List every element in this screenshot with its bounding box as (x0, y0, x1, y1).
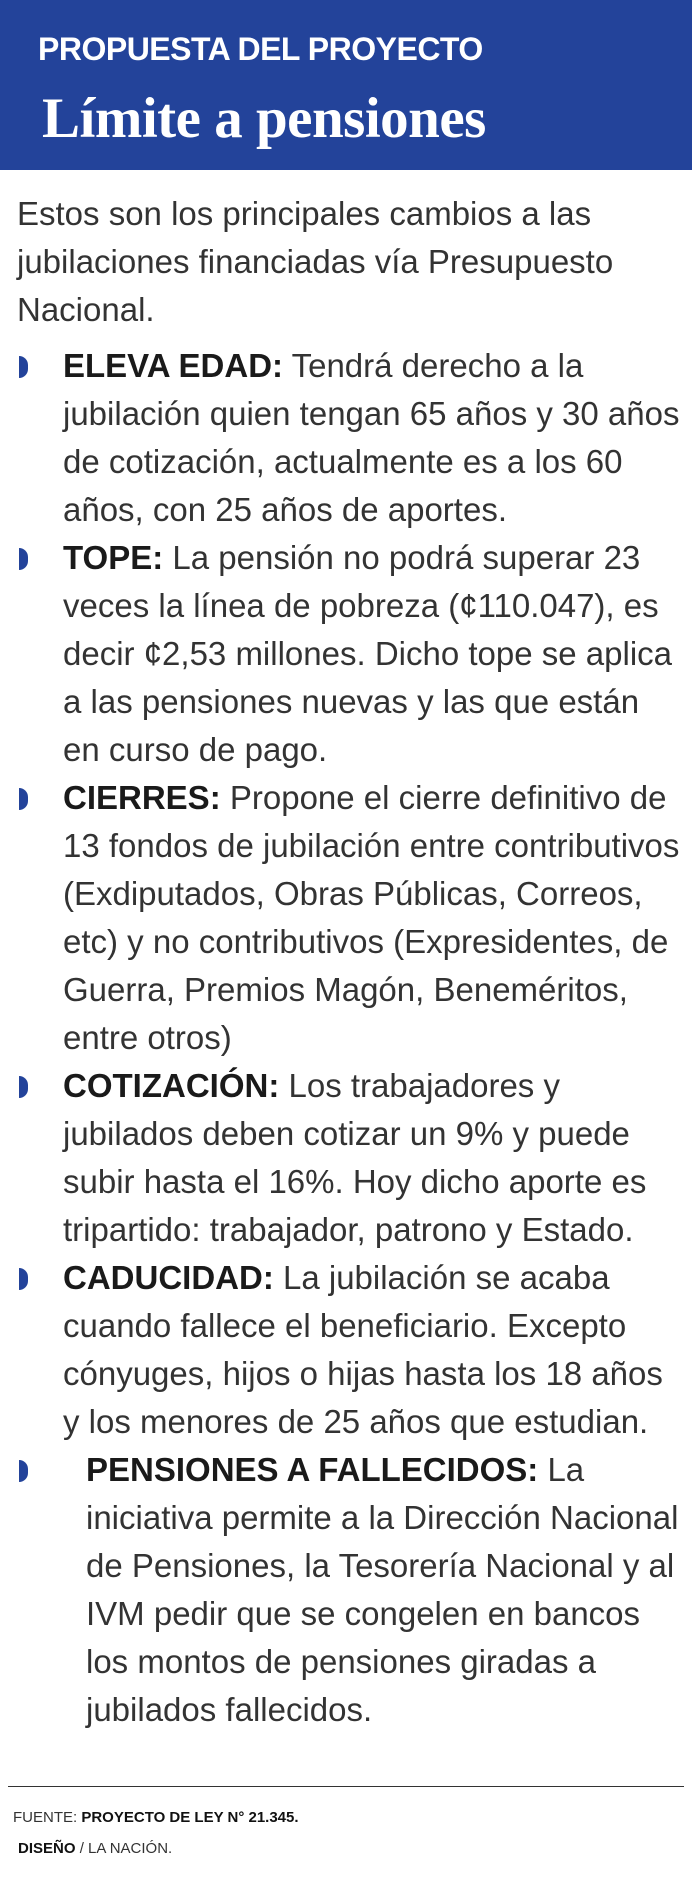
design-label: DISEÑO (18, 1840, 76, 1857)
list-item-caducidad (0, 1254, 692, 1446)
list-item-eleva-edad (0, 342, 692, 534)
credits (13, 1802, 299, 1864)
changes-list (0, 342, 692, 1734)
header-banner (0, 0, 692, 170)
item-label: CIERRES: (63, 779, 221, 816)
bullet-icon (19, 548, 28, 570)
intro-text: Estos son los principales cambios a las jubilaciones financiadas vía Presupuesto Nacional. (17, 195, 614, 328)
list-item-tope (0, 534, 692, 774)
item-text: Los trabajadores y jubilados deben cotizar un 9% y puede subir hasta el 16%. Hoy dicho aporte es tripartido: trabajador, patrono y Estado. (63, 1067, 647, 1248)
bullet-icon (19, 1460, 28, 1482)
source-value: PROYECTO DE LEY N° 21.345. (81, 1809, 299, 1826)
bullet-icon (19, 1076, 28, 1098)
bullet-icon (19, 356, 28, 378)
footer-divider (8, 1786, 684, 1787)
list-item-cierres (0, 774, 692, 1062)
item-label: CADUCIDAD: (63, 1259, 274, 1296)
item-text: La jubilación se acaba cuando fallece el beneficiario. Excepto cónyuges, hijos o hijas hasta los 18 años y los menores de 25 años que estudian. (63, 1259, 663, 1440)
page-title: Límite a pensiones (42, 87, 486, 150)
item-label: ELEVA EDAD: (63, 347, 284, 384)
bullet-icon (19, 788, 28, 810)
design-line (13, 1833, 299, 1864)
source-label: FUENTE: (13, 1809, 78, 1826)
design-value: / LA NACIÓN. (79, 1840, 173, 1857)
list-item-pensiones-a-fallecidos (0, 1446, 692, 1734)
item-text: Propone el cierre definitivo de 13 fondos de jubilación entre contributivos (Exdiputados, Obras Públicas, Correos, etc) y no contributivos (Expresidentes, de Guerra, Premios Magón, Beneméritos, entre otros) (63, 779, 680, 1056)
item-text: La iniciativa permite a la Dirección Nacional de Pensiones, la Tesorería Nacional y al IVM pedir que se congelen en bancos los montos de pensiones giradas a jubilados fallecidos. (86, 1451, 679, 1728)
list-item-cotizacion (0, 1062, 692, 1254)
item-text: La pensión no podrá superar 23 veces la línea de pobreza (¢110.047), es decir ¢2,53 millones. Dicho tope se aplica a las pensiones nuevas y las que están en curso de pago. (63, 539, 673, 768)
kicker: PROPUESTA DEL PROYECTO (38, 31, 483, 67)
item-label: PENSIONES A FALLECIDOS: (86, 1451, 539, 1488)
item-label: COTIZACIÓN: (63, 1067, 280, 1104)
item-text: Tendrá derecho a la jubilación quien tengan 65 años y 30 años de cotización, actualmente es a los 60 años, con 25 años de aportes. (63, 347, 680, 528)
source-line (13, 1802, 299, 1833)
bullet-icon (19, 1268, 28, 1290)
item-label: TOPE: (63, 539, 164, 576)
